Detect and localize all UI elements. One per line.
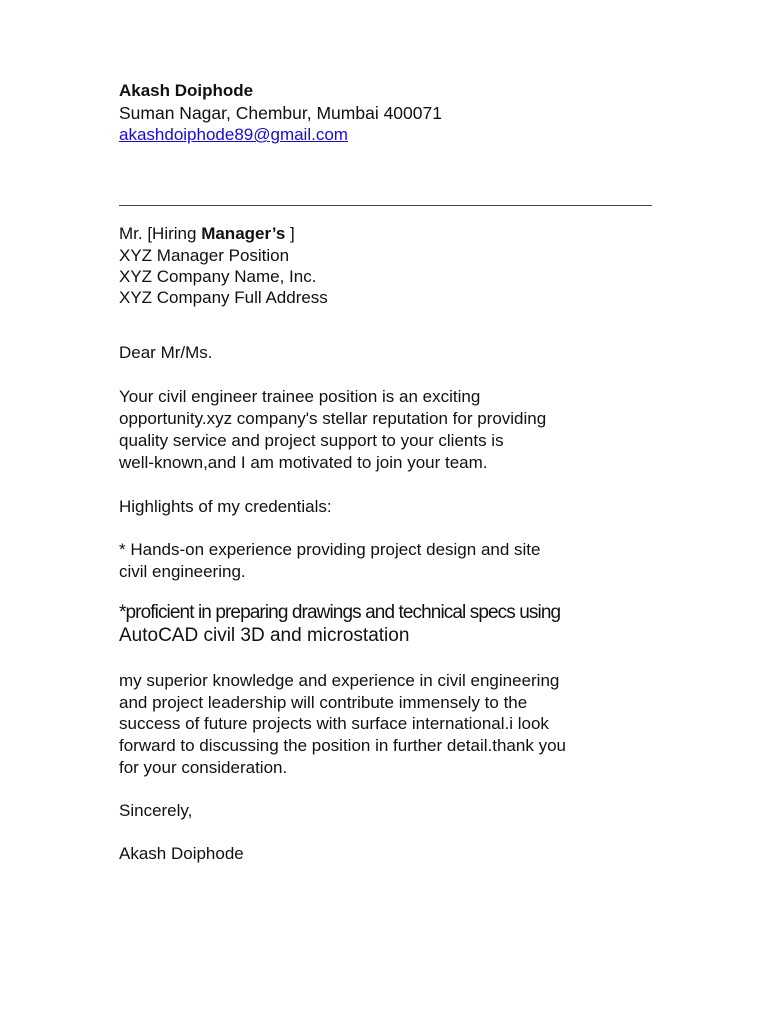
sender-email-link[interactable]: akashdoiphode89@gmail.com xyxy=(119,125,348,144)
paragraph2-line: for your consideration. xyxy=(119,758,288,777)
paragraph2-line: my superior knowledge and experience in civil engineering xyxy=(119,671,560,690)
recipient-bold-title: Manager’s xyxy=(201,224,286,243)
closing: Sincerely, xyxy=(119,801,193,820)
sender-name: Akash Doiphode xyxy=(119,81,254,100)
paragraph1-line: quality service and project support to your clients is xyxy=(119,431,504,450)
greeting: Dear Mr/Ms. xyxy=(119,343,213,362)
paragraph1-line: opportunity.xyz company's stellar reputation for providing xyxy=(119,409,547,428)
header-divider xyxy=(119,205,652,206)
paragraph1-line: well-known,and I am motivated to join your team. xyxy=(119,453,488,472)
recipient-suffix: ] xyxy=(285,224,295,243)
bullet2-line: AutoCAD civil 3D and microstation xyxy=(119,625,410,646)
recipient-position: XYZ Manager Position xyxy=(119,246,290,265)
bullet1-line: civil engineering. xyxy=(119,562,246,581)
paragraph1-line: Your civil engineer trainee position is an exciting xyxy=(119,387,481,406)
paragraph2-line: and project leadership will contribute immensely to the xyxy=(119,693,528,712)
paragraph2-line: success of future projects with surface international.i look xyxy=(119,714,549,733)
recipient-prefix: Mr. [Hiring xyxy=(119,224,202,243)
recipient-salutation-line xyxy=(119,223,295,245)
signature: Akash Doiphode xyxy=(119,844,244,863)
recipient-company: XYZ Company Name, Inc. xyxy=(119,267,317,286)
paragraph2-line: forward to discussing the position in further detail.thank you xyxy=(119,736,566,755)
bullet2-line: *proficient in preparing drawings and technical specs using xyxy=(119,602,561,623)
recipient-address: XYZ Company Full Address xyxy=(119,288,328,307)
bullet1-line: * Hands-on experience providing project design and site xyxy=(119,540,541,559)
highlights-heading: Highlights of my credentials: xyxy=(119,497,332,516)
sender-address: Suman Nagar, Chembur, Mumbai 400071 xyxy=(119,103,442,123)
